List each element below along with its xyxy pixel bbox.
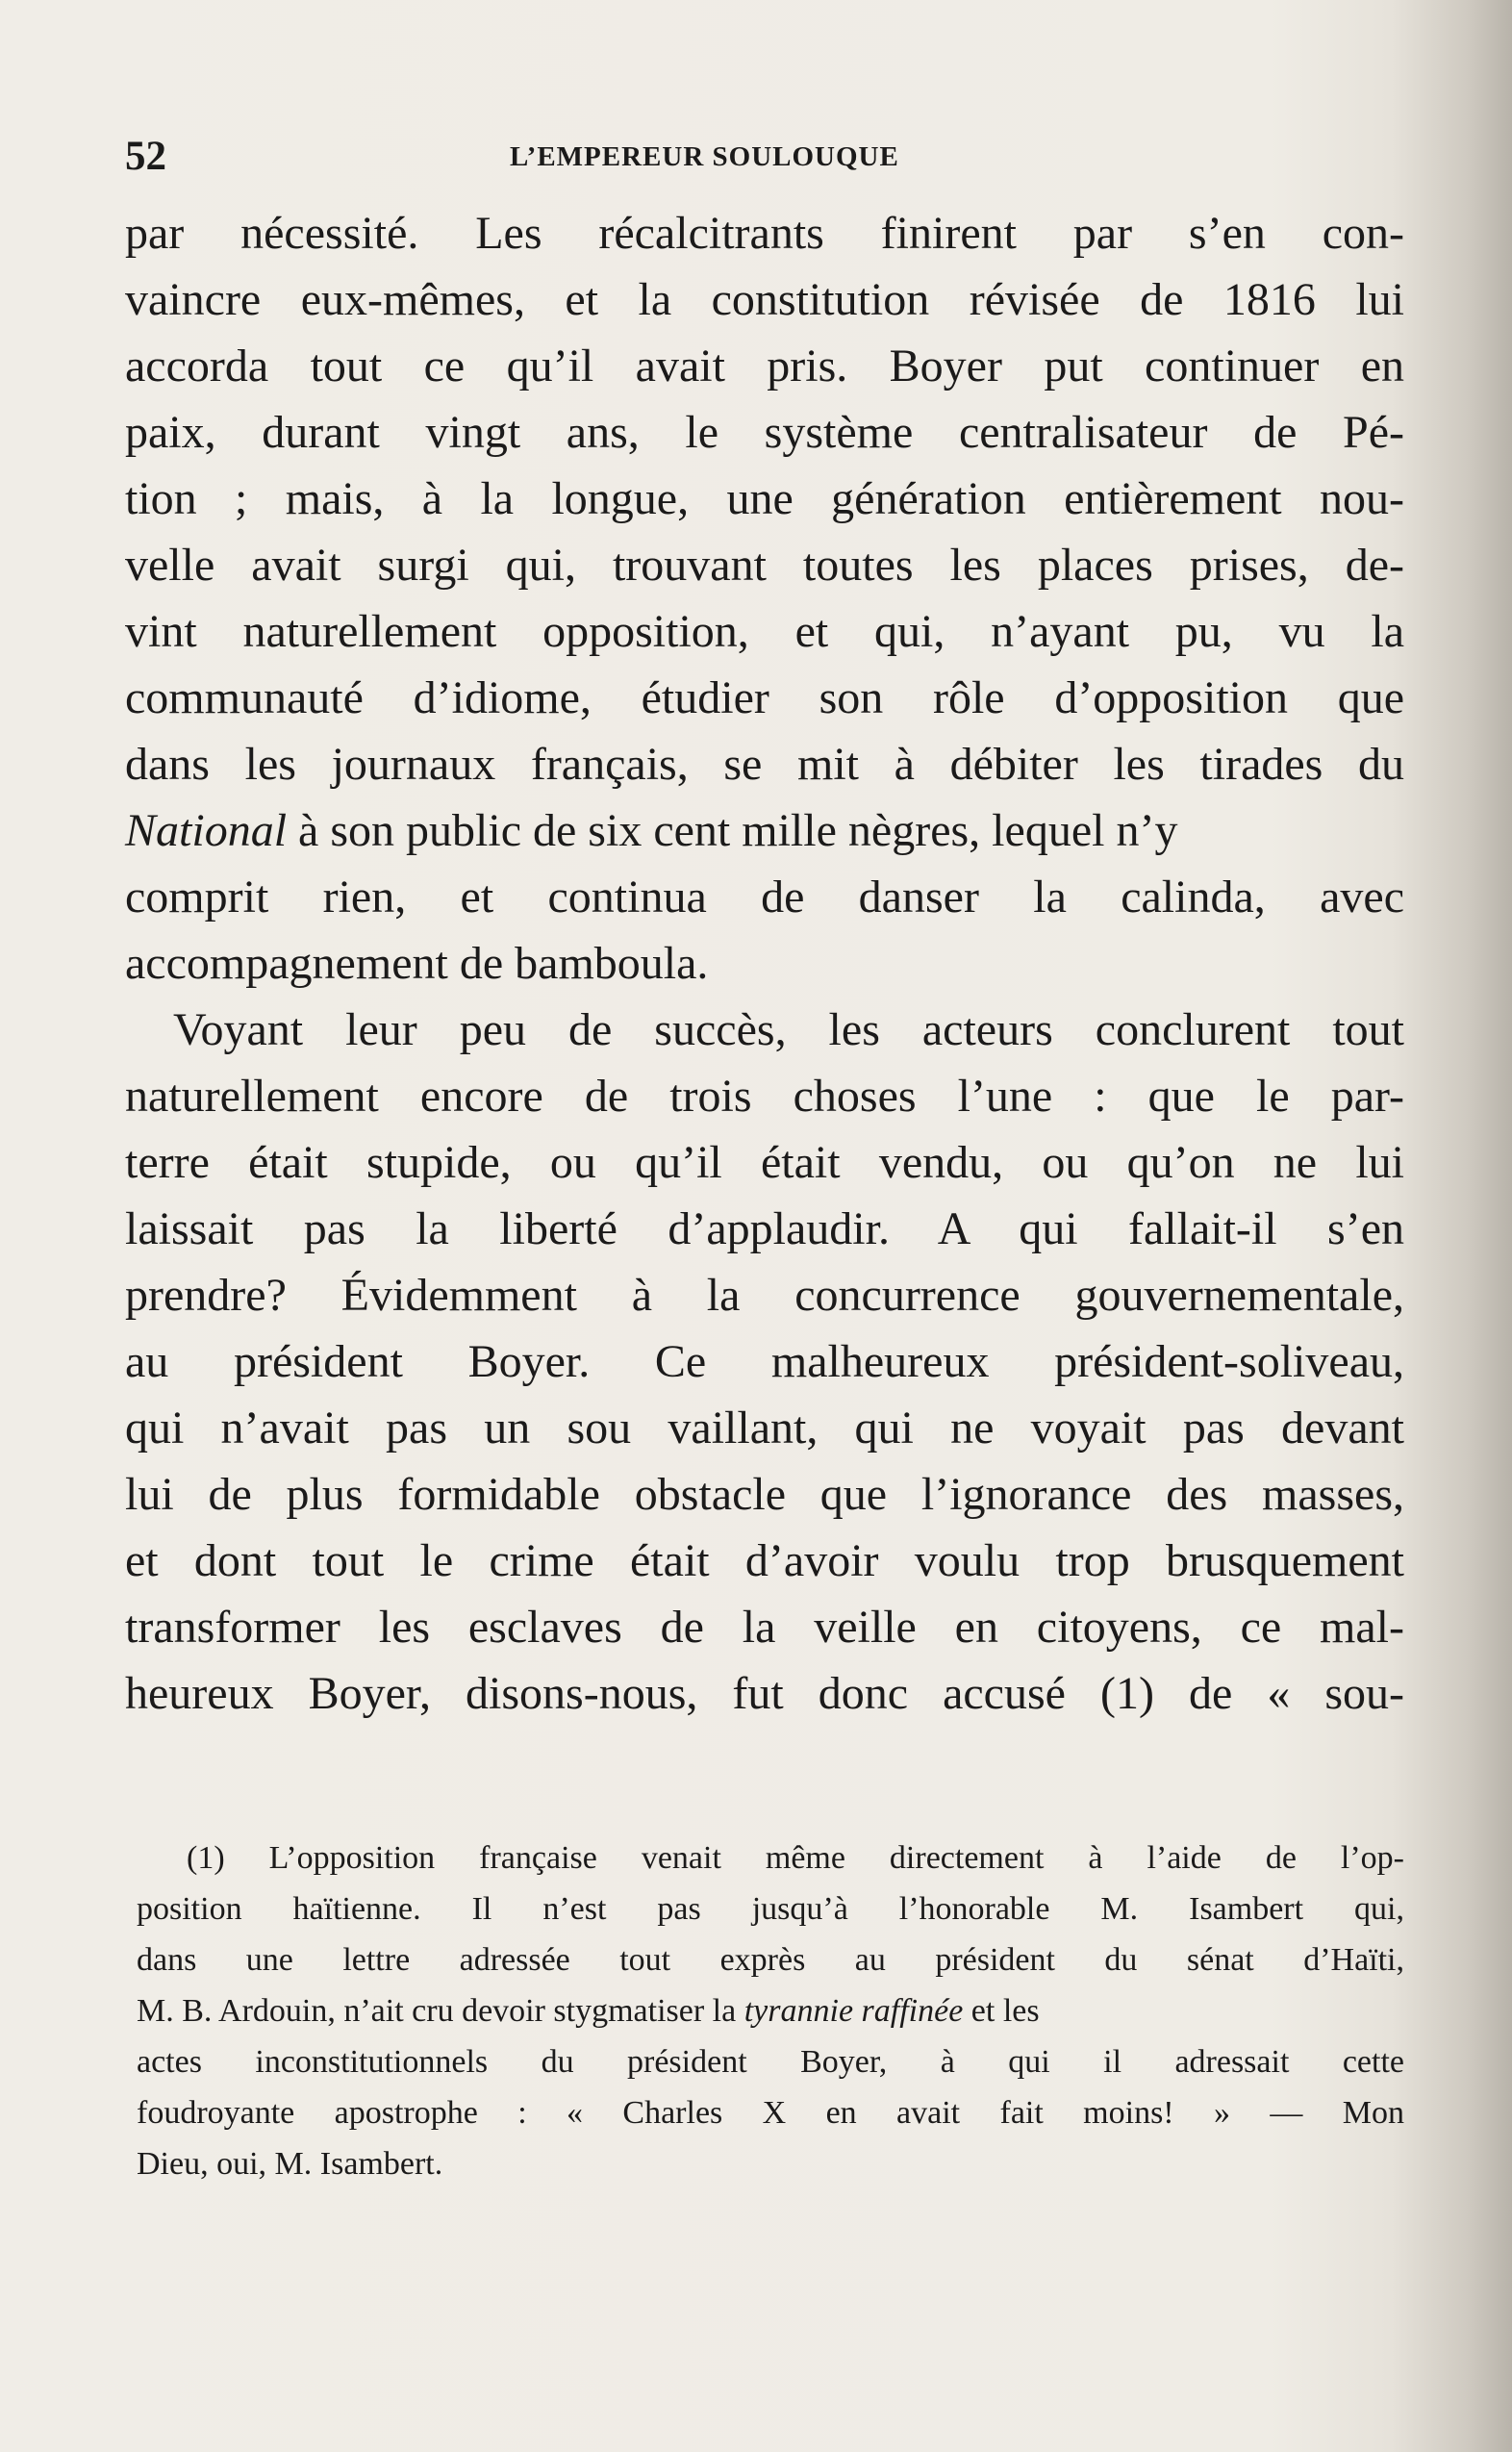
- footnote-line-with-italic: [137, 1985, 1404, 2036]
- text-line: tion ; mais, à la longue, une génération entièrement nou-: [125, 473, 1404, 524]
- text-line: dans les journaux français, se mit à débiter les tirades du: [125, 739, 1404, 790]
- text-line: naturellement encore de trois choses l’une : que le par-: [125, 1071, 1404, 1122]
- italic-newspaper-name: National: [125, 805, 288, 856]
- text-line: terre était stupide, ou qu’il était vendu, ou qu’on ne lui: [125, 1137, 1404, 1188]
- footnote-line: (1) L’opposition française venait même directement à l’aide de l’op-: [187, 1840, 1404, 1876]
- text-line: Voyant leur peu de succès, les acteurs conclurent tout: [173, 1004, 1404, 1055]
- running-head: L’EMPEREUR SOULOUQUE: [510, 141, 899, 172]
- text-line: comprit rien, et continua de danser la calinda, avec: [125, 872, 1404, 923]
- text-line: lui de plus formidable obstacle que l’ignorance des masses,: [125, 1469, 1404, 1520]
- italic-phrase: tyrannie raffinée: [743, 1993, 964, 2029]
- text-line: vint naturellement opposition, et qui, n’ayant pu, vu la: [125, 606, 1404, 657]
- text-line: et dont tout le crime était d’avoir voulu trop brusquement: [125, 1535, 1404, 1586]
- text-line: laissait pas la liberté d’applaudir. A qui fallait-il s’en: [125, 1203, 1404, 1254]
- footnote: [137, 1833, 1404, 2189]
- text-line: velle avait surgi qui, trouvant toutes les places prises, de-: [125, 540, 1404, 591]
- footnote-line-start: M. B. Ardouin, n’ait cru devoir stygmatiser la: [137, 1993, 744, 2029]
- text-line-rest: à son public de six cent mille nègres, lequel n’y: [287, 805, 1178, 856]
- text-line: qui n’avait pas un sou vaillant, qui ne voyait pas devant: [125, 1403, 1404, 1454]
- text-line: par nécessité. Les récalcitrants finirent par s’en con-: [125, 208, 1404, 259]
- text-line: transformer les esclaves de la veille en citoyens, ce mal-: [125, 1602, 1404, 1653]
- footnote-line: position haïtienne. Il n’est pas jusqu’à l’honorable M. Isambert qui,: [137, 1891, 1404, 1927]
- footnote-line: dans une lettre adressée tout exprès au président du sénat d’Haïti,: [137, 1942, 1404, 1978]
- text-line: heureux Boyer, disons-nous, fut donc accusé (1) de « sou-: [125, 1668, 1404, 1719]
- page-header: [125, 133, 1012, 181]
- text-line: vaincre eux-mêmes, et la constitution révisée de 1816 lui: [125, 274, 1404, 325]
- text-line: paix, durant vingt ans, le système centralisateur de Pé-: [125, 407, 1404, 458]
- text-line: prendre? Évidemment à la concurrence gouvernementale,: [125, 1270, 1404, 1321]
- text-line: accorda tout ce qu’il avait pris. Boyer put continuer en: [125, 341, 1404, 392]
- text-line-with-italic: [125, 797, 1404, 864]
- text-line: au président Boyer. Ce malheureux président-soliveau,: [125, 1336, 1404, 1387]
- footnote-line-end: et les: [963, 1993, 1040, 2029]
- text-line: accompagnement de bamboula.: [125, 938, 709, 989]
- page-number: 52: [125, 134, 166, 179]
- footnote-line: actes inconstitutionnels du président Boyer, à qui il adressait cette: [137, 2044, 1404, 2080]
- footnote-line: foudroyante apostrophe : « Charles X en avait fait moins! » — Mon: [137, 2095, 1404, 2131]
- text-line: communauté d’idiome, étudier son rôle d’opposition que: [125, 672, 1404, 723]
- main-text: [125, 200, 1404, 1727]
- footnote-line: Dieu, oui, M. Isambert.: [137, 2146, 443, 2182]
